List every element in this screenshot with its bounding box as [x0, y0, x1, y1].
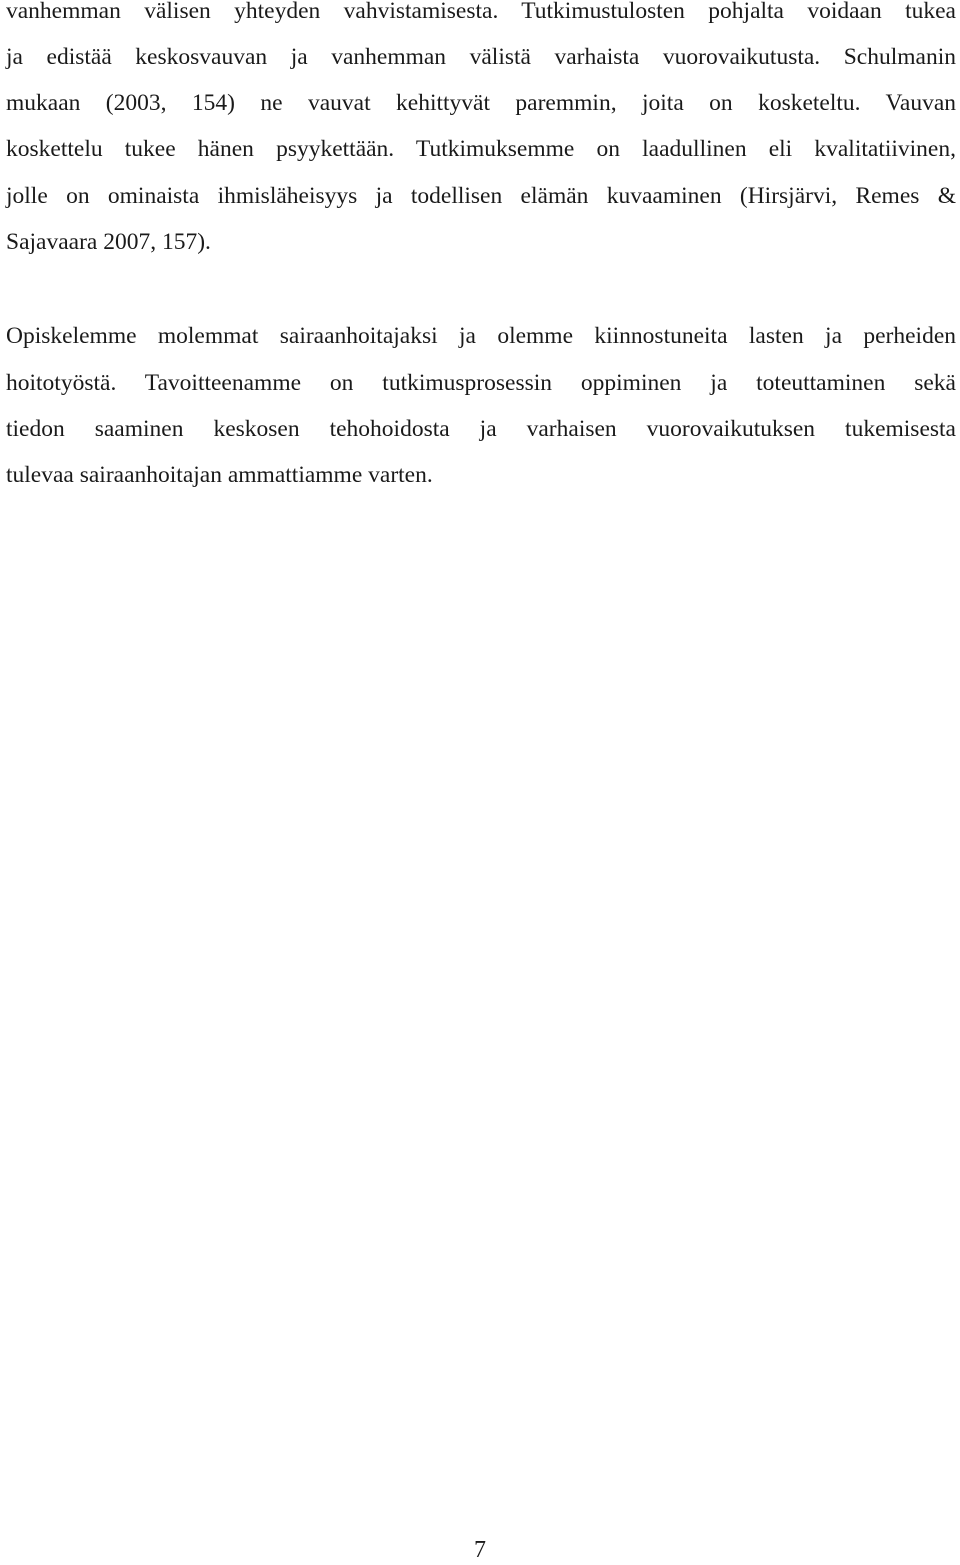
text-line: jolle on ominaista ihmisläheisyys ja todellisen elämän kuvaaminen (Hirsjärvi, Remes & [6, 183, 956, 209]
text-line: Sajavaara 2007, 157). [6, 229, 211, 255]
text-line: ja edistää keskosvauvan ja vanhemman välistä varhaista vuorovaikutusta. Schulmanin [6, 44, 956, 70]
text-line: tiedon saaminen keskosen tehohoidosta ja varhaisen vuorovaikutuksen tukemisesta [6, 416, 956, 442]
text-line: tulevaa sairaanhoitajan ammattiamme varten. [6, 462, 433, 488]
text-line: koskettelu tukee hänen psyykettään. Tutkimuksemme on laadullinen eli kvalitatiivinen, [6, 136, 956, 162]
text-line: Opiskelemme molemmat sairaanhoitajaksi ja olemme kiinnostuneita lasten ja perheiden [6, 323, 956, 349]
text-line: vanhemman välisen yhteyden vahvistamisesta. Tutkimustulosten pohjalta voidaan tukea [6, 0, 956, 24]
text-line: mukaan (2003, 154) ne vauvat kehittyvät paremmin, joita on kosketeltu. Vauvan [6, 90, 956, 116]
text-line: hoitotyöstä. Tavoitteenamme on tutkimusprosessin oppiminen ja toteuttaminen sekä [6, 370, 956, 396]
page-number: 7 [474, 1537, 486, 1563]
